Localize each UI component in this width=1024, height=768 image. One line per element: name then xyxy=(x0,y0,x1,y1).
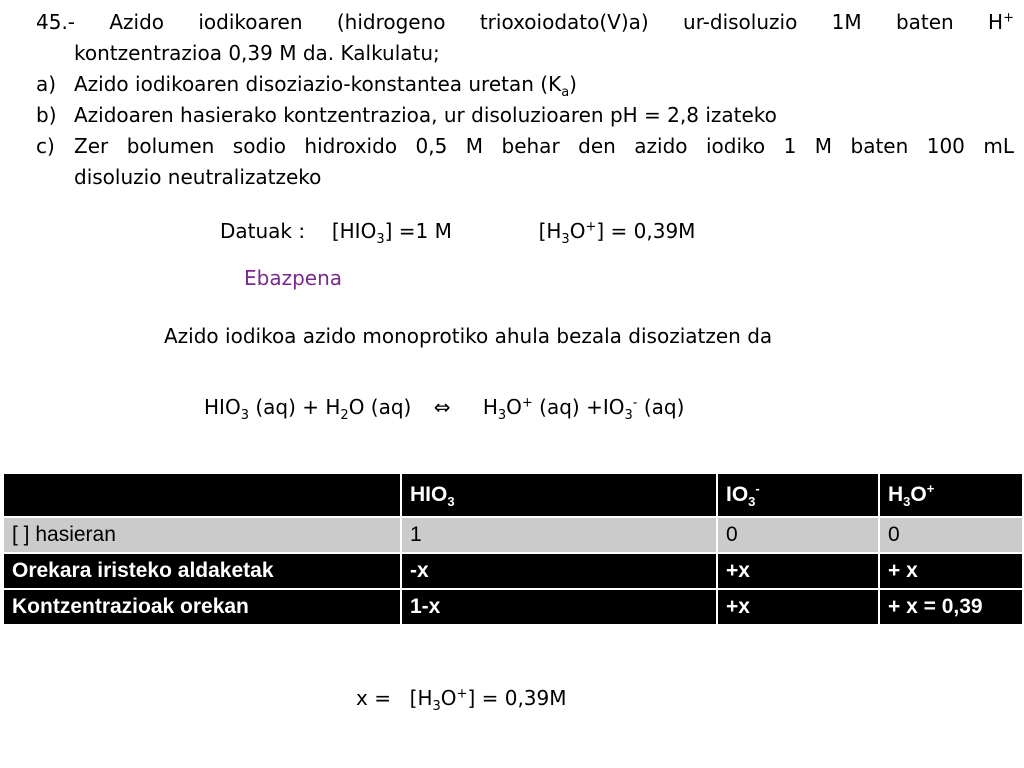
header-h3o: $H_3O^+$ xyxy=(879,473,1023,517)
question-a-label: a) xyxy=(36,72,57,96)
cell-h3o: 0 xyxy=(879,517,1023,553)
cell-hio3: 1-x xyxy=(401,589,717,625)
question-b-text: Azidoaren hasierako kontzentrazioa, ur disoluzioaren pH = 2,8 izateko xyxy=(74,103,777,127)
problem-line-2: kontzentrazioa 0,39 M da. Kalkulatu; xyxy=(74,41,440,65)
reaction-equation: $HIO_3$ $(aq) + H_2O$ (aq) ⇔ $H_3O^+$ $(aq) +IO_3^-$ (aq) xyxy=(204,395,685,423)
table-row xyxy=(3,553,1023,589)
table-row xyxy=(3,589,1023,625)
data-hio3: $[HIO_3] =1$ M xyxy=(331,219,452,247)
header-hio3: $HIO_3$ xyxy=(401,473,717,517)
question-a-close: ) xyxy=(569,72,577,96)
cell-io3: +x xyxy=(717,553,879,589)
cell-hio3: 1 xyxy=(401,517,717,553)
result-rhs: $[H_3O^+] = 0,39M$ xyxy=(409,686,567,714)
result-lhs: x = xyxy=(356,686,391,710)
equilibrium-arrow-icon: ⇔ xyxy=(433,395,451,419)
question-b-label: b) xyxy=(36,103,57,127)
question-b xyxy=(36,101,777,129)
problem-line-1-sup: + xyxy=(1003,10,1014,26)
question-c-text-1: Zer bolumen sodio hidroxido 0,5 M behar den azido iodiko 1 M baten 100 mL xyxy=(74,134,1014,158)
ice-table xyxy=(2,472,1024,626)
question-c xyxy=(36,132,1014,160)
row-label: Kontzentrazioak orekan xyxy=(3,589,401,625)
cell-h3o: + x xyxy=(879,553,1023,589)
question-a xyxy=(36,70,577,98)
question-c-line-2: disoluzio neutralizatzeko xyxy=(74,165,322,189)
cell-h3o: + x = 0,39 xyxy=(879,589,1023,625)
data-label: Datuak : xyxy=(220,219,306,243)
question-a-sub: a xyxy=(561,85,570,100)
problem-line-1-text: Azido iodikoaren (hidrogeno trioxoiodato(V)a) ur-disoluzio 1M baten H xyxy=(109,10,1004,34)
table-header-row xyxy=(3,473,1023,517)
statement: Azido iodikoa azido monoprotiko ahula bezala disoziatzen da xyxy=(164,324,773,348)
row-label: [ ] hasieran xyxy=(3,517,401,553)
problem-line-1 xyxy=(36,8,1014,36)
row-label: Orekara iristeko aldaketak xyxy=(3,553,401,589)
question-c-label: c) xyxy=(36,134,55,158)
cell-io3: 0 xyxy=(717,517,879,553)
result-line xyxy=(356,684,567,712)
header-io3: $IO_3^-$ xyxy=(717,473,879,517)
question-a-text: Azido iodikoaren disoziazio-konstantea uretan (K xyxy=(74,72,562,96)
cell-hio3: -x xyxy=(401,553,717,589)
header-empty xyxy=(3,473,401,517)
data-line xyxy=(220,217,695,245)
data-h3o: $[H_3O^+] = 0,39M$ xyxy=(538,219,696,247)
solution-heading: Ebazpena xyxy=(244,266,343,290)
problem-number: 45.- xyxy=(36,10,76,34)
table-row xyxy=(3,517,1023,553)
cell-io3: +x xyxy=(717,589,879,625)
